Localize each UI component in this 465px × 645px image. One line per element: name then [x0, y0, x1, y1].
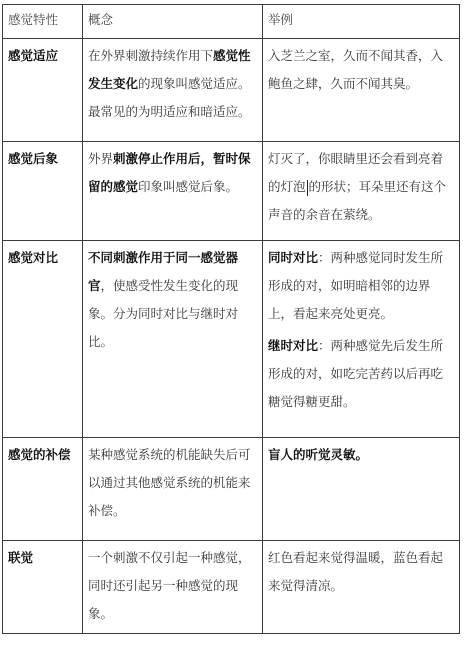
- concept-text-bold: 感觉性发生变化: [88, 48, 251, 91]
- row-example: [263, 438, 460, 541]
- row-property-name: 感觉后象: [3, 142, 83, 241]
- example-label: 继时对比: [268, 338, 319, 353]
- example-paragraph-simultaneous: [268, 244, 454, 328]
- example-paragraph-successive: [268, 332, 454, 416]
- row-example: [263, 241, 460, 438]
- header-concept: 概念: [83, 5, 263, 39]
- row-concept: [83, 438, 263, 541]
- header-property: 感觉特性: [3, 5, 83, 39]
- concept-text: 印象叫感觉后象。: [138, 179, 239, 194]
- example-text: ：两种感觉同时发生所形成的对，如明暗相邻的边界上，看起来亮处更亮。: [268, 250, 444, 321]
- row-property-name: 感觉对比: [3, 241, 83, 438]
- table-row: [3, 39, 460, 142]
- table-row: [3, 438, 460, 541]
- example-text-bold: 盲人的听觉灵敏。: [268, 447, 369, 462]
- header-example: 举例: [263, 5, 460, 39]
- row-example: [263, 541, 460, 634]
- sensation-properties-table: [2, 4, 460, 634]
- concept-text-bold: 不同刺激作用于同一感觉器官: [88, 250, 239, 293]
- example-text: 灯灭了，你眼睛里还会看到亮着的灯泡: [268, 151, 444, 194]
- row-concept: [83, 541, 263, 634]
- concept-text: ，使感受性发生变化的现象。分为同时对比与继时对比。: [88, 278, 239, 349]
- concept-text: 某种感觉系统的机能缺失后可以通过其他感觉系统的机能来补偿。: [88, 447, 251, 518]
- example-label: 同时对比: [268, 250, 319, 265]
- row-example[interactable]: [263, 142, 460, 241]
- row-concept: [83, 142, 263, 241]
- table-row: [3, 142, 460, 241]
- row-concept: [83, 39, 263, 142]
- table-row: [3, 541, 460, 634]
- row-example: [263, 39, 460, 142]
- concept-text: 的现象叫感觉适应。最常见的为明适应和暗适应。: [88, 76, 251, 119]
- concept-text: 在外界刺激持续作用下: [88, 48, 214, 63]
- row-concept: [83, 241, 263, 438]
- concept-text: 外界: [88, 151, 114, 166]
- example-text: 红色看起来觉得温暖，蓝色看起来觉得清凉。: [268, 550, 444, 593]
- example-text: 入芝兰之室，久而不闻其香，入鲍鱼之肆，久而不闻其臭。: [268, 48, 444, 91]
- concept-text-bold: 刺激停止作用后，暂时保留的感觉: [88, 151, 251, 194]
- example-text: ：两种感觉先后发生所形成的对，如吃完苦药以后再吃糖觉得糖更甜。: [268, 338, 444, 409]
- row-property-name: 感觉适应: [3, 39, 83, 142]
- row-property-name: 感觉的补偿: [3, 438, 83, 541]
- row-property-name: 联觉: [3, 541, 83, 634]
- concept-text: 一个刺激不仅引起一种感觉，同时还引起另一种感觉的现象。: [88, 550, 251, 621]
- table-row: [3, 241, 460, 438]
- table-header-row: [3, 5, 460, 39]
- example-text: 的形状；耳朵里还有这个声音的余音在萦绕。: [268, 179, 447, 222]
- text-cursor: [307, 180, 308, 196]
